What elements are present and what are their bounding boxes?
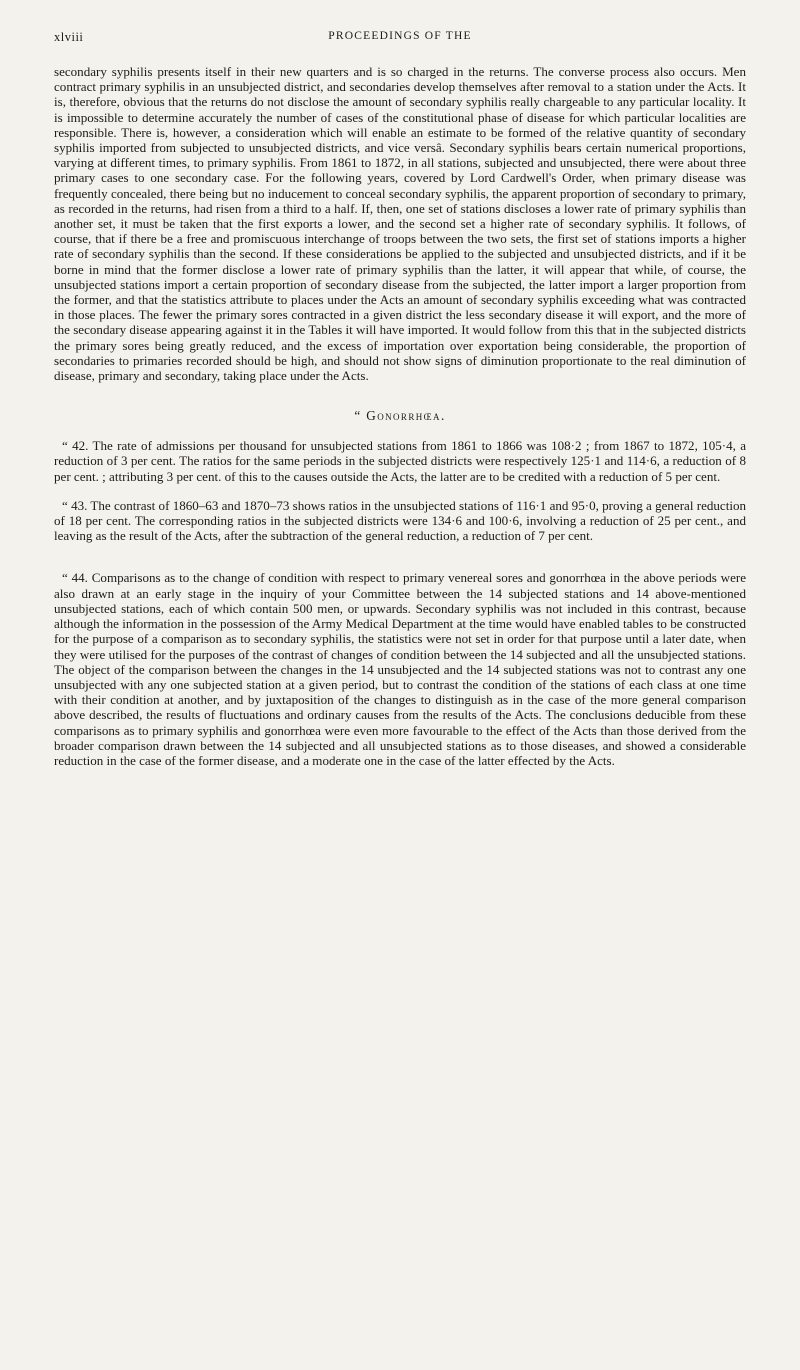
paragraph-43: “ 43. The contrast of 1860–63 and 1870–73 shows ratios in the unsubjected stations of 116·1 and 95·0, proving a general reduction of 18 per cent. The corresponding ratios in the subjected districts were 134·6 and 100·6, involving a reduction of 25 per cent., and leaving as the result of the Acts, after the subtraction of the general reduction, a reduction of 7 per cent. bbox=[54, 497, 746, 544]
running-head bbox=[54, 30, 746, 52]
running-title: PROCEEDINGS OF THE bbox=[328, 30, 472, 42]
body-text bbox=[54, 64, 746, 768]
page-number: xlviii bbox=[54, 30, 84, 44]
paragraph-42: “ 42. The rate of admissions per thousand for unsubjected stations from 1861 to 1866 was 108·2 ; from 1867 to 1872, 105·4, a reduction of 3 per cent. The ratios for the same periods in the subjected districts were respectively 125·1 and 114·6, a reduction of 8 per cent. ; attributing 3 per cent. of this to the causes outside the Acts, the latter are to be credited with a reduction of 5 per cent. bbox=[54, 438, 746, 484]
document-page bbox=[54, 30, 746, 768]
section-heading-gonorrhoea: “ Gonorrhœa. bbox=[354, 408, 446, 424]
paragraph-44: “ 44. Comparisons as to the change of condition with respect to primary venereal sores and gonorrhœa in the above periods were also drawn at an early stage in the inquiry of your Committee between the 14 subjected stations and 14 above-mentioned unsubjected stations, each of which contain 500 men, or upwards. Secondary syphilis was not included in this contrast, because although the information in the possession of the Army Medical Department at the time would have enabled tables to be constructed for the purpose of a comparison as to secondary syphilis, the statistics were not set in order for that purpose until a later date, when they were utilised for the purposes of the contrast of changes of condition between the 14 subjected and all the unsubjected stations. The object of the comparison between the changes in the 14 unsubjected and the 14 subjected stations was not to contrast any one unsubjected with any one subjected station at a given period, but to contrast the condition of the stations of each class at one time with their condition at another, and by juxtaposition of the changes to distinguish as in the case of the more general comparison above described, the results of fluctuations and ordinary causes from the results of the Acts. The conclusions deducible from these comparisons as to primary syphilis and gonorrhœa were even more favourable to the effect of the Acts than those derived from the broader comparison drawn between the 14 subjected and all unsubjected stations as to those diseases, and showed a considerable reduction in the case of the former disease, and a moderate one in the case of the latter effected by the Acts. bbox=[54, 570, 746, 768]
paragraph-secondary-syphilis: secondary syphilis presents itself in their new quarters and is so charged in the returns. The converse process also occurs. Men contract primary syphilis in an unsubjected district, and secondaries develop themselves after removal to a station under the Acts. It is, therefore, obvious that the returns do not disclose the amount of secondary syphilis really chargeable to any particular locality. It is impossible to determine accurately the number of cases of the constitutional phase of disease for which particular localities are responsible. There is, however, a consideration which will enable an estimate to be formed of the relative quantity of secondary syphilis imported from subjected to unsubjected districts, and vice versâ. Secondary syphilis bears certain numerical proportions, varying at different times, to primary syphilis. From 1861 to 1872, in all stations, subjected and unsubjected, there were about three primary cases to one secondary case. For the following years, covered by Lord Cardwell's Order, when primary disease was frequently concealed, there being but no inducement to conceal secondary syphilis, the apparent proportion of secondary to primary, as recorded in the returns, had risen from a third to a half. If, then, one set of stations discloses a lower rate of primary syphilis than another set, it must be taken that the first exports a lower, and the second set a higher rate of secondary syphilis. It follows, of course, that if there be a free and promiscuous interchange of troops between the two sets, the first set of stations imports a higher rate of secondary syphilis than the second. If these considerations be applied to the subjected and unsubjected districts, and if it be borne in mind that the former disclose a lower rate of primary syphilis than the latter, it will appear that while, of course, the unsubjected stations import a certain proportion of secondary disease from the subjected, the latter import a larger proportion from the former, and that the statistics attribute to places under the Acts an amount of secondary syphilis exceeding what was contracted in those places. The fewer the primary sores contracted in a given district the less secondary disease it will export, and the more of the secondary disease appearing against it in the Tables it will have imported. It would follow from this that in the subjected districts the primary sores being greatly reduced, and the excess of importation over exportation being considerable, the proportion of secondaries to primaries recorded should be high, and should not show signs of diminution proportionate to the real diminution of disease, primary and secondary, taking place under the Acts. bbox=[54, 64, 746, 384]
